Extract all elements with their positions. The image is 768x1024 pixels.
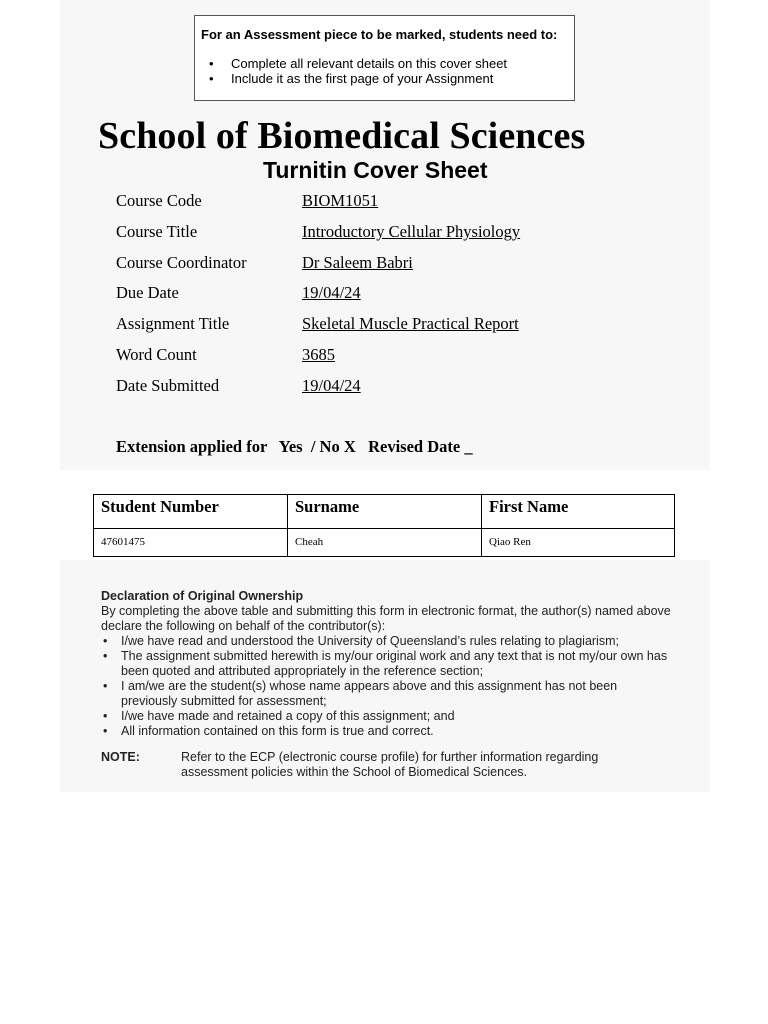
- field-value-assignment-title: Skeletal Muscle Practical Report: [302, 314, 519, 333]
- table-header-row: [94, 495, 675, 529]
- declaration-item: • The assignment submitted herewith is my/our original work and any text that is not my/our own has been quoted and attributed appropriately in the reference section;: [103, 649, 668, 678]
- field-value-course-coordinator: Dr Saleem Babri: [302, 253, 413, 272]
- declaration-item: • I/we have read and understood the University of Queensland’s rules relating to plagiarism;: [103, 634, 619, 648]
- cover-sheet-subtitle: Turnitin Cover Sheet: [263, 157, 488, 183]
- field-label-course-title: Course Title: [116, 222, 198, 241]
- field-label-due-date: Due Date: [116, 283, 179, 302]
- bullet-icon: •: [103, 679, 108, 693]
- field-value-course-code: BIOM1051: [302, 191, 379, 210]
- field-value-word-count: 3685: [302, 345, 335, 364]
- note-label: NOTE:: [101, 750, 140, 764]
- cell-student-number: 47601475: [94, 529, 288, 557]
- assessment-notice-box: [194, 15, 575, 101]
- notice-list: [195, 56, 507, 86]
- declaration-item: • All information contained on this form is true and correct.: [103, 724, 434, 738]
- cell-first-name: Qiao Ren: [482, 529, 675, 557]
- declaration-item: • I/we have made and retained a copy of this assignment; and: [103, 709, 455, 723]
- cell-surname: Cheah: [288, 529, 482, 557]
- field-label-date-submitted: Date Submitted: [116, 376, 220, 395]
- field-value-due-date: 19/04/24: [302, 283, 361, 302]
- header-student-number: Student Number: [94, 495, 288, 529]
- field-label-assignment-title: Assignment Title: [116, 314, 230, 333]
- bullet-icon: •: [103, 724, 108, 738]
- table-row: [94, 529, 675, 557]
- notice-item: • Include it as the first page of your Assignment: [209, 71, 494, 86]
- field-value-course-title: Introductory Cellular Physiology: [302, 222, 521, 241]
- declaration-intro: By completing the above table and submitting this form in electronic format, the author(s) named above declare the following on behalf of the contributor(s):: [101, 604, 671, 633]
- bullet-icon: •: [103, 709, 108, 723]
- field-label-word-count: Word Count: [116, 345, 197, 364]
- field-label-course-coordinator: Course Coordinator: [116, 253, 247, 272]
- extension-line: Extension applied for Yes / No X Revised Date _: [116, 437, 473, 456]
- school-title: School of Biomedical Sciences: [98, 115, 586, 157]
- header-first-name: First Name: [482, 495, 675, 529]
- bullet-icon: •: [209, 56, 214, 71]
- field-label-course-code: Course Code: [116, 191, 202, 210]
- bullet-icon: •: [103, 649, 108, 663]
- notice-item: • Complete all relevant details on this cover sheet: [209, 56, 508, 71]
- field-value-date-submitted: 19/04/24: [302, 376, 361, 395]
- note-text: Refer to the ECP (electronic course profile) for further information regarding assessment policies within the School of Biomedical Sciences.: [181, 750, 599, 779]
- declaration-item: • I am/we are the student(s) whose name appears above and this assignment has not been previously submitted for assessment;: [103, 679, 618, 708]
- bullet-icon: •: [209, 71, 214, 86]
- header-surname: Surname: [288, 495, 482, 529]
- notice-title: For an Assessment piece to be marked, students need to:: [201, 27, 558, 42]
- declaration-title: Declaration of Original Ownership: [101, 589, 304, 603]
- declaration-list: [101, 634, 671, 739]
- student-details-table: [93, 494, 675, 557]
- declaration-section: [101, 589, 671, 739]
- bullet-icon: •: [103, 634, 108, 648]
